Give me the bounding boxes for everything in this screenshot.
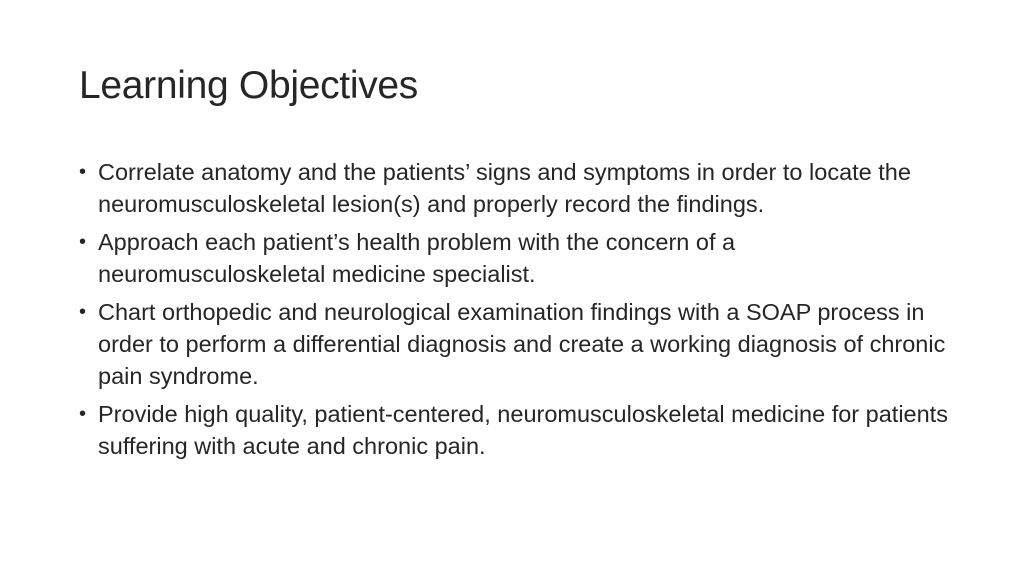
list-item-text: Chart orthopedic and neurological examination findings with a SOAP process in order to perform a differential diagnosis and create a working diagnosis of chronic pain syndrome. — [98, 299, 946, 389]
list-item — [79, 398, 959, 462]
list-item-text: Correlate anatomy and the patients’ signs and symptoms in order to locate the neuromusculoskeletal lesion(s) and properly record the findings. — [98, 159, 911, 217]
bullet-icon: • — [79, 231, 87, 253]
bullet-icon: • — [79, 161, 87, 183]
list-item — [79, 296, 959, 392]
list-item-text: Provide high quality, patient-centered, neuromusculoskeletal medicine for patients suffering with acute and chronic pain. — [98, 401, 948, 459]
bullet-icon: • — [79, 301, 87, 323]
slide-title: Learning Objectives — [79, 64, 418, 107]
list-item — [79, 156, 959, 220]
list-item-text: Approach each patient’s health problem with the concern of a neuromusculoskeletal medicine specialist. — [98, 229, 736, 287]
bullet-icon: • — [79, 403, 87, 425]
list-item — [79, 226, 959, 290]
objectives-list — [79, 156, 959, 468]
